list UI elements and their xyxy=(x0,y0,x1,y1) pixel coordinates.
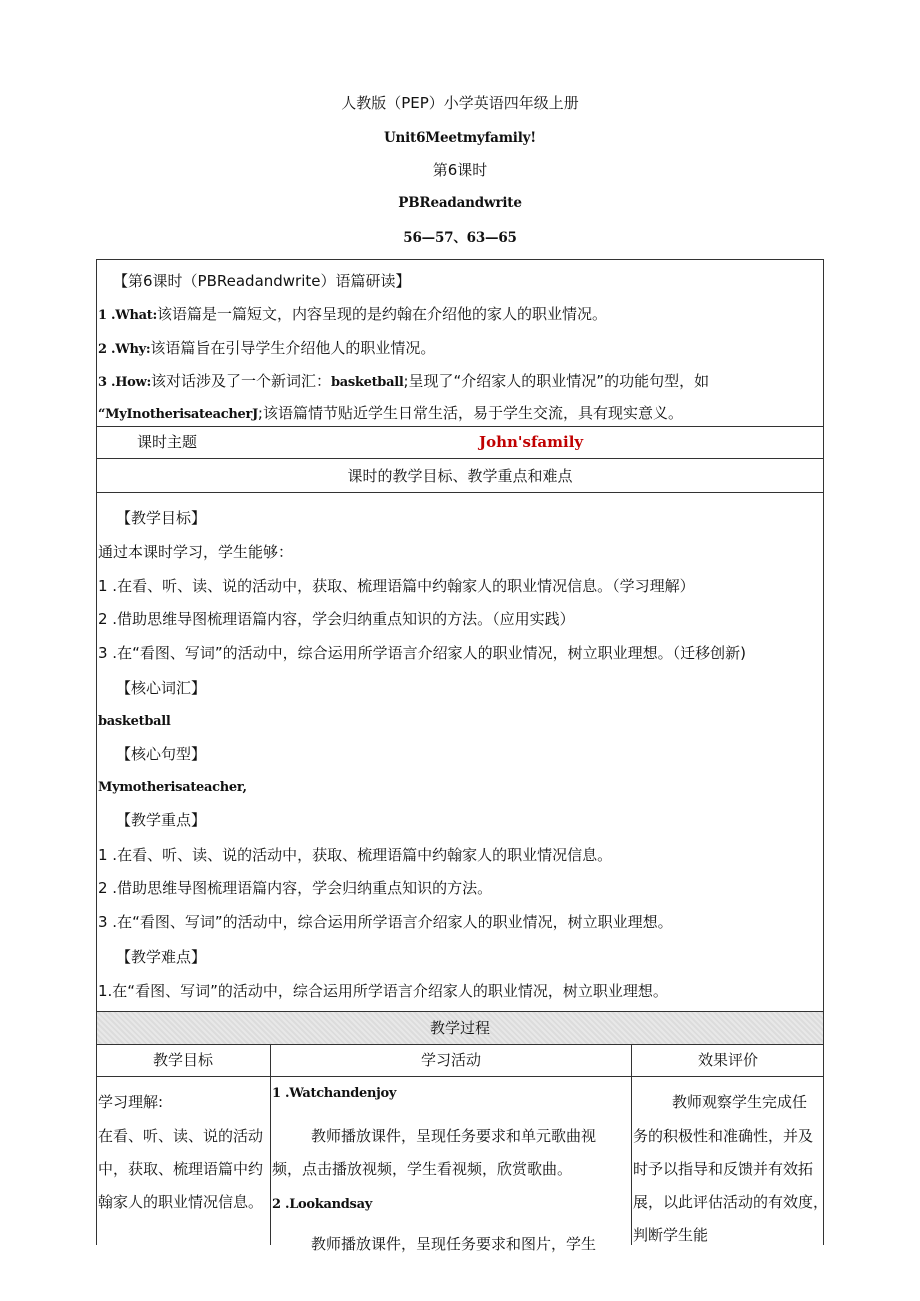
eval-line: 时予以指导和反馈并有效拓 xyxy=(633,1160,814,1178)
key-heading: 【教学重点】 xyxy=(116,811,207,829)
how-label: 3 .How: xyxy=(98,375,151,390)
goal-item-3: 3 .在“看图、写词”的活动中，综合运用所学语言介绍家人的职业情况，树立职业理想。（迁移创新) xyxy=(98,644,746,662)
goal-item-1: 1 .在看、听、读、说的活动中，获取、梳理语篇中约翰家人的职业情况信息。（学习理解） xyxy=(98,577,695,595)
goal-col-line: 翰家人的职业情况信息。 xyxy=(98,1193,264,1211)
page-range: 56—57、63—65 xyxy=(403,230,517,246)
why-text: 该语篇旨在引导学生介绍他人的职业情况。 xyxy=(150,339,436,357)
column-header-goal: 教学目标 xyxy=(152,1051,213,1069)
goal-heading: 【教学目标】 xyxy=(116,509,207,527)
column-divider xyxy=(270,1044,271,1245)
goal-col-line: 学习理解: xyxy=(98,1093,164,1111)
analysis-heading-text: 【第6课时（PBReadandwrite）语篇研读】 xyxy=(113,272,411,290)
vocab-value xyxy=(98,710,171,732)
process-title: 教学过程 xyxy=(429,1019,490,1037)
eval-line: 务的积极性和准确性，并及 xyxy=(633,1127,814,1145)
table-divider xyxy=(96,1076,824,1077)
what-label: 1 .What: xyxy=(98,308,157,323)
theme-value: John'sfamily xyxy=(479,433,584,451)
step1-title-text: 1 .Watchandenjoy xyxy=(272,1086,397,1101)
table-divider xyxy=(96,426,824,427)
goal-col-line: 在看、听、读、说的活动 xyxy=(98,1127,264,1145)
eval-line: 判断学生能 xyxy=(633,1226,709,1244)
column-header-eval: 效果评价 xyxy=(697,1051,758,1069)
vocab-word: basketball xyxy=(98,714,171,729)
table-divider xyxy=(96,458,824,459)
analysis-how-line2 xyxy=(98,403,683,425)
why-label: 2 .Why: xyxy=(98,342,151,357)
goal-intro: 通过本课时学习，学生能够： xyxy=(98,543,294,561)
lesson-number: 第6课时 xyxy=(432,161,488,179)
activity-line: 频，点击播放视频，学生看视频，欣赏歌曲。 xyxy=(272,1160,573,1178)
how-line2-text: ;该语篇情节贴近学生日常生活，易于学生交流，具有现实意义。 xyxy=(257,404,683,422)
activity-line: 教师播放课件，呈现任务要求和图片，学生 xyxy=(311,1235,597,1253)
how-text-2: ;呈现了“介绍家人的职业情况”的功能句型，如 xyxy=(403,372,710,390)
theme-label: 课时主题 xyxy=(137,433,198,451)
difficulty-item-1: 1.在“看图、写词”的活动中，综合运用所学语言介绍家人的职业情况，树立职业理想。 xyxy=(98,982,668,1000)
eval-line: 展，以此评估活动的有效度， xyxy=(633,1193,829,1211)
objectives-header: 课时的教学目标、教学重点和难点 xyxy=(347,467,573,485)
vocab-heading: 【核心词汇】 xyxy=(116,679,207,697)
goal-col-line: 中，获取、梳理语篇中约 xyxy=(98,1160,264,1178)
activity-line: 教师播放课件，呈现任务要求和单元歌曲视 xyxy=(311,1127,597,1145)
key-item-2: 2 .借助思维导图梳理语篇内容，学会归纳重点知识的方法。 xyxy=(98,879,493,897)
activity-step-1-title xyxy=(272,1082,396,1104)
what-text: 该语篇是一篇短文，内容呈现的是约翰在介绍他的家人的职业情况。 xyxy=(156,305,607,323)
analysis-how xyxy=(98,371,709,393)
doc-title: 人教版（PEP）小学英语四年级上册 xyxy=(341,94,579,112)
key-item-3: 3 .在“看图、写词”的活动中，综合运用所学语言介绍家人的职业情况，树立职业理想。 xyxy=(98,913,673,931)
how-word: basketball xyxy=(330,375,404,390)
sentence-value xyxy=(98,776,247,798)
key-item-1: 1 .在看、听、读、说的活动中，获取、梳理语篇中约翰家人的职业情况信息。 xyxy=(98,846,613,864)
table-divider xyxy=(96,1044,824,1045)
sentence-text: Mymotherisateacher, xyxy=(98,780,247,795)
column-header-activity: 学习活动 xyxy=(420,1051,481,1069)
analysis-heading xyxy=(113,271,411,291)
analysis-what xyxy=(98,304,607,326)
how-example: “MyInotherisateacherJ xyxy=(98,407,258,422)
table-divider xyxy=(96,492,824,493)
eval-line: 教师观察学生完成任 xyxy=(672,1093,808,1111)
how-text-1: 该对话涉及了一个新词汇： xyxy=(150,372,331,390)
difficulty-heading: 【教学难点】 xyxy=(116,948,207,966)
unit-title: Unit6Meetmyfamily! xyxy=(383,130,537,146)
column-divider xyxy=(631,1044,632,1245)
sentence-heading: 【核心句型】 xyxy=(116,745,207,763)
analysis-why xyxy=(98,338,435,360)
part-title: PBReadandwrite xyxy=(398,195,522,211)
goal-item-2: 2 .借助思维导图梳理语篇内容，学会归纳重点知识的方法。（应用实践） xyxy=(98,610,575,628)
activity-step-2-title xyxy=(272,1193,372,1215)
step2-title-text: 2 .Lookandsay xyxy=(272,1197,372,1212)
